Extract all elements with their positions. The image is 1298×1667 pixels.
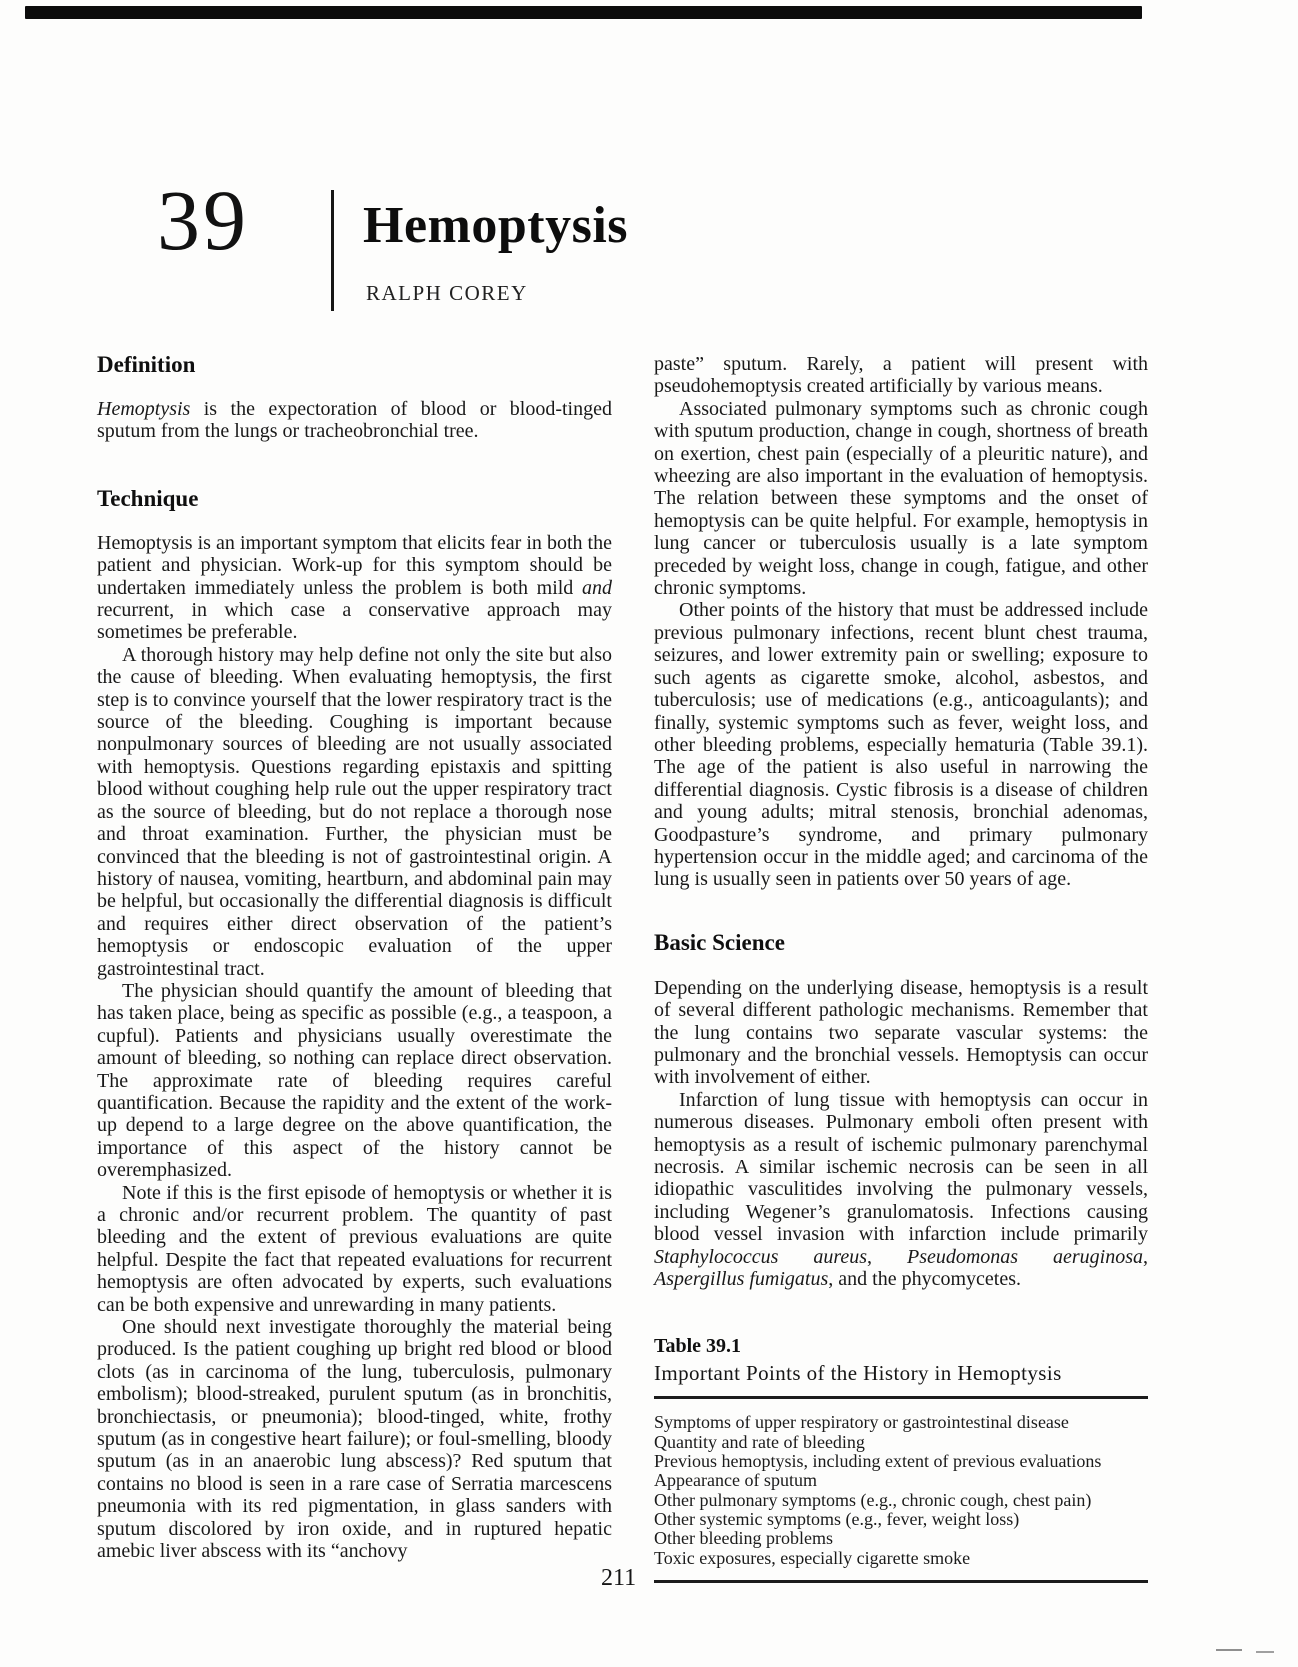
paragraph <box>654 599 1148 890</box>
paragraph <box>654 398 1148 600</box>
section-heading-technique: Technique <box>97 485 199 511</box>
italic-text: Hemoptysis <box>97 398 191 420</box>
paragraph <box>97 644 612 980</box>
scan-artifact-top-bar <box>25 6 1142 19</box>
page-number: 211 <box>601 1565 637 1591</box>
text-run: Note if this is the first episode of hemoptysis or whether it is a chronic and/or recurrent problem. The quantity of past bleeding and the extent of previous evaluations are quite helpful. Despite the fact that repeated evaluations for recurrent hemoptysis are often advocated by experts, such evaluations can be both expensive and unrewarding in many patients. <box>97 1181 612 1316</box>
text-run: is the expectoration of blood or blood-tinged sputum from the lungs or tracheobronchial tree. <box>97 398 612 443</box>
table-row: Previous hemoptysis, including extent of previous evaluations <box>654 1451 1102 1472</box>
text-run: A thorough history may help define not only the site but also the cause of bleeding. When evaluating hemoptysis, the first step is to convince yourself that the lower respiratory tract is the source of the bleeding. Coughing is important because nonpulmonary sources of bleeding are not usually associated with hemoptysis. Questions regarding epistaxis and spitting blood without coughing help rule out the upper respiratory tract as the source of bleeding, but do not replace a thorough nose and throat examination. Further, the physician must be convinced that the bleeding is not of gastrointestinal origin. A history of nausea, vomiting, heartburn, and abdominal pain may be helpful, but occasionally the differential diagnosis is difficult and requires either direct observation of the patient’s hemoptysis or endoscopic evaluation of the upper gastrointestinal tract. <box>97 643 612 980</box>
text-run: Other points of the history that must be addressed include previous pulmonary infections, recent blunt chest trauma, seizures, and lower extremity pain or swelling; exposure to such agents as cigarette smoke, alcohol, asbestos, and tuberculosis; use of medications (e.g., anticoagulants); and finally, systemic symptoms such as fever, weight loss, and other bleeding problems, especially hematuria (Table 39.1). The age of the patient is also useful in narrowing the differential diagnosis. Cystic fibrosis is a disease of children and young adults; mitral stenosis, bronchial adenomas, Goodpasture’s syndrome, and primary pulmonary hypertension occur in the middle aged; and carcinoma of the lung is usually seen in patients over 50 years of age. <box>654 599 1148 891</box>
table-row: Other bleeding problems <box>654 1528 833 1549</box>
paragraph <box>654 1089 1148 1291</box>
basic-science-section <box>654 977 1148 1291</box>
table-row: Other systemic symptoms (e.g., fever, weight loss) <box>654 1508 1020 1529</box>
text-run: paste” sputum. Rarely, a patient will present with pseudohemoptysis created artificially by various means. <box>654 353 1148 398</box>
scan-artifact-dash <box>1256 1651 1274 1653</box>
table-row: Toxic exposures, especially cigarette smoke <box>654 1547 971 1568</box>
left-column <box>97 345 612 1563</box>
technique-section <box>97 532 612 1563</box>
text-run: recurrent, in which case a conservative approach may sometimes be preferable. <box>97 599 612 644</box>
chapter-author: RALPH COREY <box>366 281 528 305</box>
scan-artifact-dash <box>1216 1649 1242 1651</box>
definition-section <box>97 398 612 443</box>
table-row: Quantity and rate of bleeding <box>654 1431 865 1452</box>
table-row: Symptoms of upper respiratory or gastrointestinal disease <box>654 1412 1069 1433</box>
chapter-number: 39 <box>157 172 249 268</box>
paragraph <box>97 1182 612 1316</box>
paragraph <box>97 398 612 443</box>
text-run: Depending on the underlying disease, hemoptysis is a result of several different pathologic mechanisms. Remember that the lung contains two separate vascular systems: the pulmonary and the bronchial vessels. Hemoptysis can occur with involvement of either. <box>654 976 1148 1089</box>
text-run: , <box>1143 1245 1149 1268</box>
text-run: Associated pulmonary symptoms such as chronic cough with sputum production, change in cough, shortness of breath on exertion, chest pain (especially of a pleuritic nature), and wheezing are also important in the evaluation of hemoptysis. The relation between these symptoms and the onset of hemoptysis can be quite helpful. For example, hemoptysis in lung cancer or tuberculosis usually is a late symptom preceded by weight loss, change in cough, fatigue, and other chronic symptoms. <box>654 397 1148 600</box>
italic-text: Pseudomonas aeruginosa <box>906 1245 1144 1268</box>
right-column <box>654 345 1148 1583</box>
section-heading-definition: Definition <box>97 352 196 377</box>
technique-section-continued <box>654 353 1148 891</box>
chapter-title: Hemoptysis <box>363 197 628 254</box>
section-heading-basic-science: Basic Science <box>654 929 785 955</box>
table-label: Table 39.1 <box>654 1335 742 1358</box>
text-run: Hemoptysis is an important symptom that elicits fear in both the patient and physician. Work-up for this symptom should be undertaken immediately unless the problem is both mild <box>97 531 612 599</box>
table-title: Important Points of the History in Hemoptysis <box>654 1361 1062 1386</box>
table-bottom-rule <box>654 1580 1148 1583</box>
italic-text: Aspergillus fumigatus <box>654 1268 829 1291</box>
paragraph <box>97 532 612 644</box>
paragraph <box>654 353 1148 398</box>
paragraph <box>97 1316 612 1562</box>
text-run: , and the phycomycetes. <box>828 1268 1021 1291</box>
text-run: Infarction of lung tissue with hemoptysis can occur in numerous diseases. Pulmonary emboli often present with hemoptysis as a result of ischemic pulmonary parenchymal necrosis. A similar ischemic necrosis can be seen in all idiopathic vasculitides involving the pulmonary vessels, including Wegener’s granulomatosis. Infections causing blood vessel invasion with infarction include primarily <box>654 1088 1148 1246</box>
text-run: , <box>867 1245 907 1268</box>
italic-text: Staphylococcus aureus <box>654 1245 868 1268</box>
paragraph <box>654 977 1148 1089</box>
chapter-divider-rule <box>331 190 334 311</box>
table-rows <box>654 1413 1148 1567</box>
text-run: One should next investigate thoroughly the material being produced. Is the patient coughing up bright red blood or blood clots (as in carcinoma of the lung, tuberculosis, pulmonary embolism); blood-streaked, purulent sputum (as in bronchitis, bronchiectasis, or pneumonia); blood-tinged, white, frothy sputum (as in congestive heart failure); or foul-smelling, bloody sputum (as in an anaerobic lung abscess)? Red sputum that contains no blood is seen in a rare case of Serratia marcescens pneumonia with its red pigmentation, in glass sanders with sputum discolored by iron oxide, and in ruptured hepatic amebic liver abscess with its “anchovy <box>97 1316 612 1563</box>
italic-text: and <box>582 576 612 599</box>
table-row: Appearance of sputum <box>654 1470 817 1491</box>
table-top-rule <box>654 1396 1148 1399</box>
table-row: Other pulmonary symptoms (e.g., chronic cough, chest pain) <box>654 1489 1092 1510</box>
text-run: The physician should quantify the amount of bleeding that has taken place, being as specific as possible (e.g., a teaspoon, a cupful). Patients and physicians usually overestimate the amount of bleeding, so nothing can replace direct observation. The approximate rate of bleeding requires careful quantification. Because the rapidity and the extent of the work-up depend to a large degree on the above quantification, the importance of this aspect of the history cannot be overemphasized. <box>97 979 612 1182</box>
table-39-1 <box>654 1334 1148 1582</box>
paragraph <box>97 980 612 1182</box>
